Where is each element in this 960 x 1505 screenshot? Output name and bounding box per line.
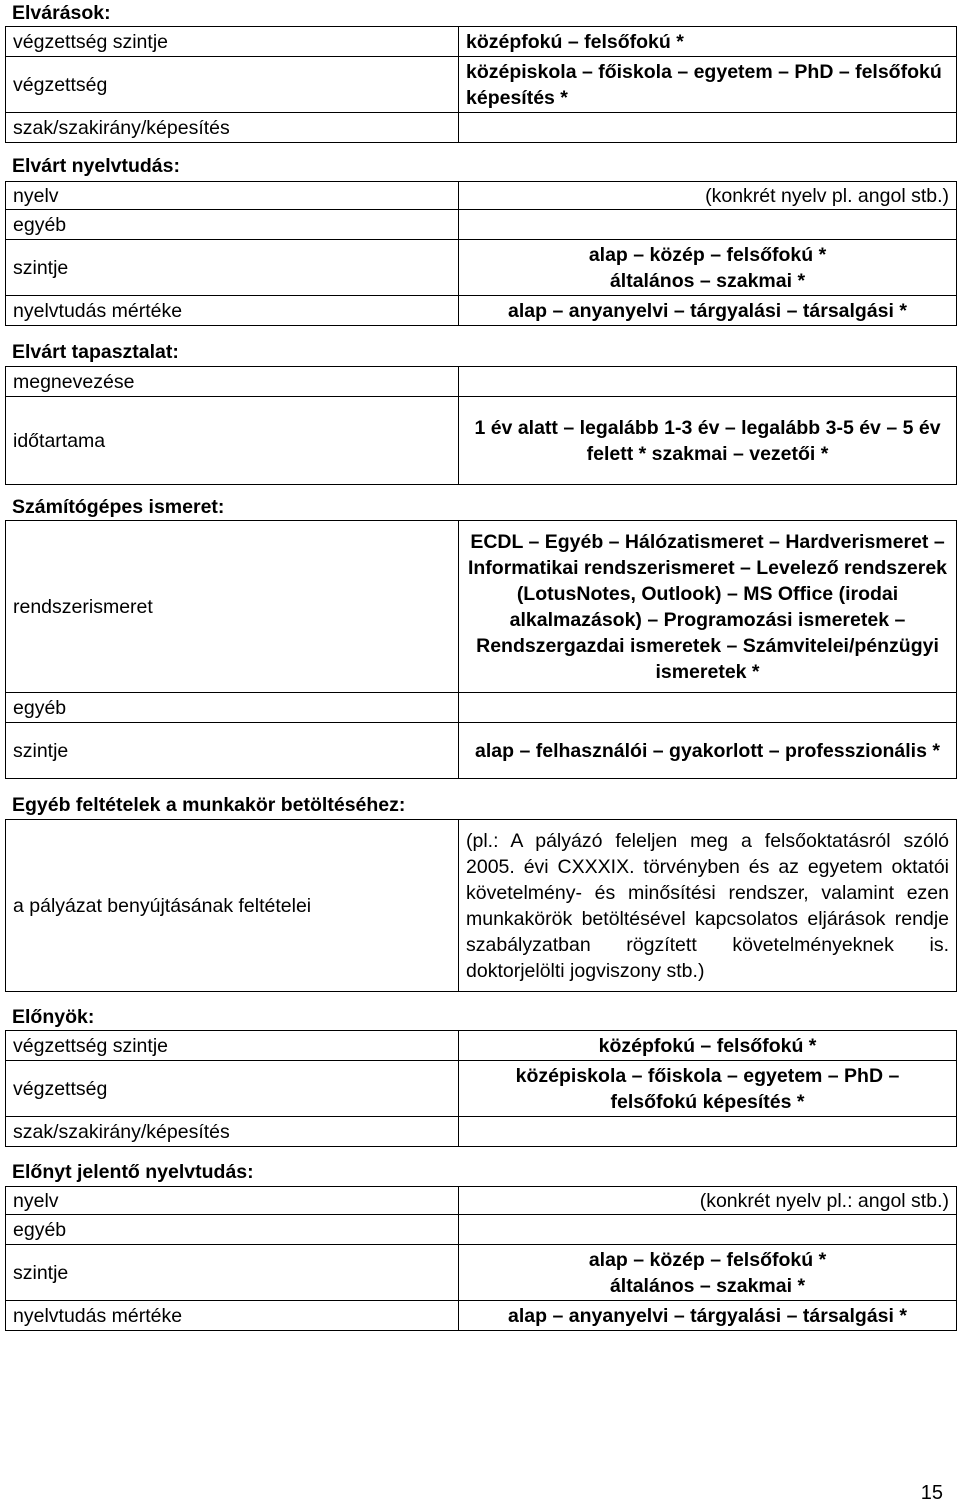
row-label: rendszerismeret	[6, 521, 459, 693]
table-row	[6, 1187, 957, 1215]
row-value: középfokú – felsőfokú *	[459, 1031, 957, 1061]
row-label: nyelv	[6, 1187, 459, 1215]
table-row	[6, 27, 957, 57]
row-label: szintje	[6, 240, 459, 296]
table-elvarasok	[5, 26, 957, 143]
table-row	[6, 820, 957, 992]
row-label: végzettség szintje	[6, 27, 459, 57]
section-header-tapasztalat: Elvárt tapasztalat:	[12, 341, 179, 363]
row-label: nyelvtudás mértéke	[6, 296, 459, 326]
table-row	[6, 113, 957, 143]
table-row	[6, 1301, 957, 1331]
table-row	[6, 182, 957, 210]
section-header-nyelvtudas: Elvárt nyelvtudás:	[12, 155, 180, 177]
row-value	[459, 1215, 957, 1245]
table-row	[6, 1215, 957, 1245]
row-label: egyéb	[6, 210, 459, 240]
table-tapasztalat	[5, 366, 957, 485]
table-row	[6, 693, 957, 723]
row-value	[459, 367, 957, 397]
section-header-elonyt-nyelv: Előnyt jelentő nyelvtudás:	[12, 1161, 254, 1183]
row-value: alap – felhasználói – gyakorlott – professzionális *	[459, 723, 957, 779]
row-value: (konkrét nyelv pl. angol stb.)	[459, 182, 957, 210]
row-value: középiskola – főiskola – egyetem – PhD – felsőfokú képesítés *	[459, 57, 957, 113]
row-label: szak/szakirány/képesítés	[6, 113, 459, 143]
row-label: végzettség	[6, 1061, 459, 1117]
table-row	[6, 57, 957, 113]
row-label: szintje	[6, 723, 459, 779]
row-value: ECDL – Egyéb – Hálózatismeret – Hardverismeret – Informatikai rendszerismeret – Levelező rendszerek (LotusNotes, Outlook) – MS Office (irodai alkalmazások) – Programozási ismeretek – Rendszergazdai ismeretek – Számvitelei/pénzügyi ismeretek *	[459, 521, 957, 693]
table-row	[6, 521, 957, 693]
table-row	[6, 240, 957, 296]
table-egyeb-feltetelek	[5, 819, 957, 992]
row-label: nyelv	[6, 182, 459, 210]
section-header-elonyok: Előnyök:	[12, 1006, 95, 1028]
row-label: egyéb	[6, 1215, 459, 1245]
table-elonyt-nyelv	[5, 1186, 957, 1331]
table-row	[6, 397, 957, 485]
row-value	[459, 210, 957, 240]
row-label: szintje	[6, 1245, 459, 1301]
table-row	[6, 1245, 957, 1301]
table-row	[6, 1031, 957, 1061]
table-row	[6, 210, 957, 240]
row-value: alap – közép – felsőfokú * általános – szakmai *	[459, 1245, 957, 1301]
row-value	[459, 1117, 957, 1147]
row-value: alap – anyanyelvi – tárgyalási – társalgási *	[459, 1301, 957, 1331]
section-header-egyeb-feltetelek: Egyéb feltételek a munkakör betöltéséhez:	[12, 794, 406, 816]
section-header-elvarasok: Elvárások:	[12, 2, 111, 24]
row-value: 1 év alatt – legalább 1-3 év – legalább 3-5 év – 5 év felett * szakmai – vezetői *	[459, 397, 957, 485]
table-nyelvtudas	[5, 181, 957, 326]
row-label: egyéb	[6, 693, 459, 723]
row-label: végzettség szintje	[6, 1031, 459, 1061]
page-number: 15	[920, 1482, 943, 1504]
row-label: végzettség	[6, 57, 459, 113]
table-row	[6, 1117, 957, 1147]
row-value: (konkrét nyelv pl.: angol stb.)	[459, 1187, 957, 1215]
section-header-szamitogepes: Számítógépes ismeret:	[12, 496, 225, 518]
table-elonyok	[5, 1030, 957, 1147]
table-row	[6, 367, 957, 397]
row-value	[459, 693, 957, 723]
table-row	[6, 296, 957, 326]
row-value: középfokú – felsőfokú *	[459, 27, 957, 57]
row-label: időtartama	[6, 397, 459, 485]
row-label: nyelvtudás mértéke	[6, 1301, 459, 1331]
row-value	[459, 113, 957, 143]
table-row	[6, 723, 957, 779]
row-label: a pályázat benyújtásának feltételei	[6, 820, 459, 992]
table-szamitogepes	[5, 520, 957, 779]
row-value: alap – közép – felsőfokú * általános – szakmai *	[459, 240, 957, 296]
row-value: középiskola – főiskola – egyetem – PhD – felsőfokú képesítés *	[459, 1061, 957, 1117]
row-value: (pl.: A pályázó feleljen meg a felsőoktatásról szóló 2005. évi CXXXIX. törvényben és az egyetem oktatói követelmény- és minősítési rendszer, valamint ezen munkakörök betöltésével kapcsolatos eljárások rendje szabályzatban rögzített követelményeknek is. doktorjelölti jogviszony stb.)	[459, 820, 957, 992]
row-value: alap – anyanyelvi – tárgyalási – társalgási *	[459, 296, 957, 326]
table-row	[6, 1061, 957, 1117]
row-label: szak/szakirány/képesítés	[6, 1117, 459, 1147]
row-label: megnevezése	[6, 367, 459, 397]
